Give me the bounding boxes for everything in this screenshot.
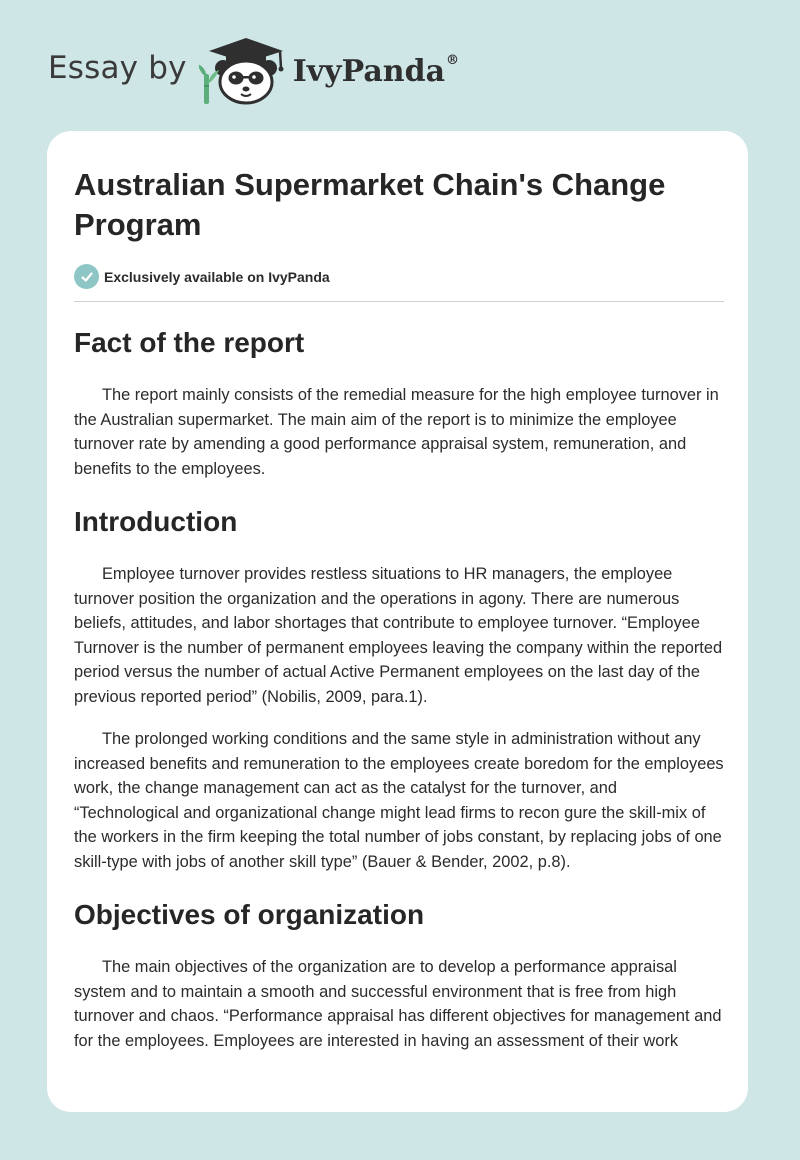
exclusive-badge xyxy=(74,264,724,289)
section-paragraph: The prolonged working conditions and the same style in administration without any increased benefits and remuneration to the employees create boredom for the employees work, the change management can act as the catalyst for the turnover, and “Technological and organizational change might lead firms to recon gure the skill-mix of the workers in the firm keeping the total number of jobs constant, by replacing jobs of one skill-type with jobs of another skill type” (Bauer & Bender, 2002, p.8). xyxy=(74,730,724,871)
section-heading: Introduction xyxy=(74,506,238,537)
section-paragraph: Employee turnover provides restless situations to HR managers, the employee turnover position the organization and the operations in agony. There are numerous beliefs, attitudes, and labor shortages that contribute to employee turnover. “Employee Turnover is the number of permanent employees leaving the company within the reported period versus the number of actual Active Permanent employees on the last day of the previous reported period” (Nobilis, 2009, para.1). xyxy=(74,565,723,706)
page-title: Australian Supermarket Chain's Change Program xyxy=(74,167,666,242)
brand-name[interactable] xyxy=(293,54,459,89)
title-divider xyxy=(74,301,724,302)
section-heading: Objectives of organization xyxy=(74,899,425,930)
site-header xyxy=(48,34,459,106)
brand-label[interactable]: IvyPanda xyxy=(292,53,446,89)
registered-mark: ® xyxy=(446,52,460,68)
exclusive-badge-label: Exclusively available on IvyPanda xyxy=(104,268,330,285)
panda-logo-icon[interactable] xyxy=(199,34,291,106)
section-heading: Fact of the report xyxy=(74,327,305,358)
section-paragraph: The main objectives of the organization are to develop a performance appraisal system and to maintain a smooth and successful environment that is free from high turnover and chaos. “Performance appraisal has different objectives for management and for the employees. Employees are interested in having an assessment of their work xyxy=(74,958,722,1050)
essay-card xyxy=(47,131,748,1112)
section-paragraph: The report mainly consists of the remedial measure for the high employee turnover in the Australian supermarket. The main aim of the report is to minimize the employee turnover rate by amending a good performance appraisal system, remuneration, and benefits to the employees. xyxy=(74,386,719,478)
essay-by-label: Essay by xyxy=(48,50,187,86)
checkmark-icon xyxy=(74,264,99,289)
essay-content xyxy=(74,165,724,1053)
